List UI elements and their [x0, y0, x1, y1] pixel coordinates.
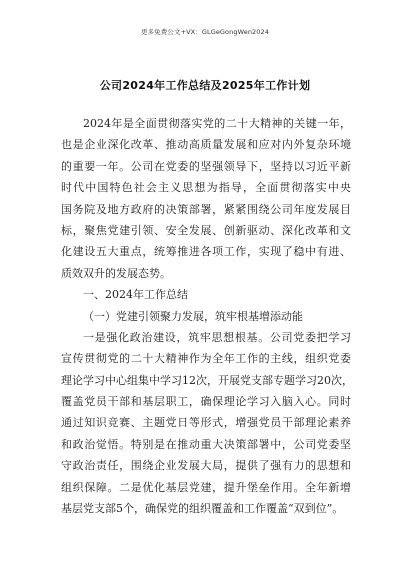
body-line: 的重要一年。公司在党委的坚强领导下，坚持以习近平新 — [61, 159, 351, 173]
body-line: 基层党支部5个，确保党的组织覆盖和工作覆盖“双到位”。 — [61, 502, 344, 516]
body-line: 也是企业深化改革、推动高质量发展和应对内外复杂环境 — [61, 138, 351, 152]
body-line: 通过知识竞赛、主题党日等形式，增强党员干部理论素养 — [61, 416, 351, 430]
body-line: 时代中国特色社会主义思想为指导，全面贯彻落实中央 — [61, 181, 351, 195]
subsection-heading: （一）党建引领聚力发展，筑牢根基增添动能 — [83, 309, 303, 323]
document-title: 公司2024年工作总结及2025年工作计划 — [99, 79, 311, 92]
body-line: 化建设五大重点，统筹推进各项工作，实现了稳中有进、 — [61, 245, 351, 259]
body-line: 宣传贯彻党的二十大精神作为全年工作的主线，组织党委 — [61, 352, 351, 366]
body-line: 守政治责任，围绕企业发展大局，提供了强有力的思想和 — [61, 459, 351, 473]
body-line: 标，聚焦党建引领、安全发展、创新驱动、深化改革和文 — [61, 223, 351, 237]
body-line: 2024年是全面贯彻落实党的二十大精神的关键一年， — [83, 117, 351, 130]
body-line: 和政治觉悟。特别是在推动重大决策部署中，公司党委坚 — [61, 437, 351, 451]
body-line: 理论学习中心组集中学习12次，开展党支部专题学习20次， — [61, 373, 353, 387]
body-line: 国务院及地方政府的决策部署，紧紧围绕公司年度发展目 — [61, 202, 351, 216]
body-line: 一是强化政治建设，筑牢思想根基。公司党委把学习 — [83, 330, 351, 344]
document-body — [61, 113, 351, 519]
body-line: 组织保障。二是优化基层党建，提升堡垒作用。全年新增 — [61, 480, 351, 494]
body-line: 质效双升的发展态势。 — [61, 266, 171, 280]
header-note: 更多免费公文+VX：GLGeGongWen2024 — [140, 28, 269, 36]
section-heading: 一、2024年工作总结 — [83, 288, 188, 302]
body-line: 覆盖党员干部和基层职工，确保理论学习入脑入心。同时 — [61, 395, 351, 409]
